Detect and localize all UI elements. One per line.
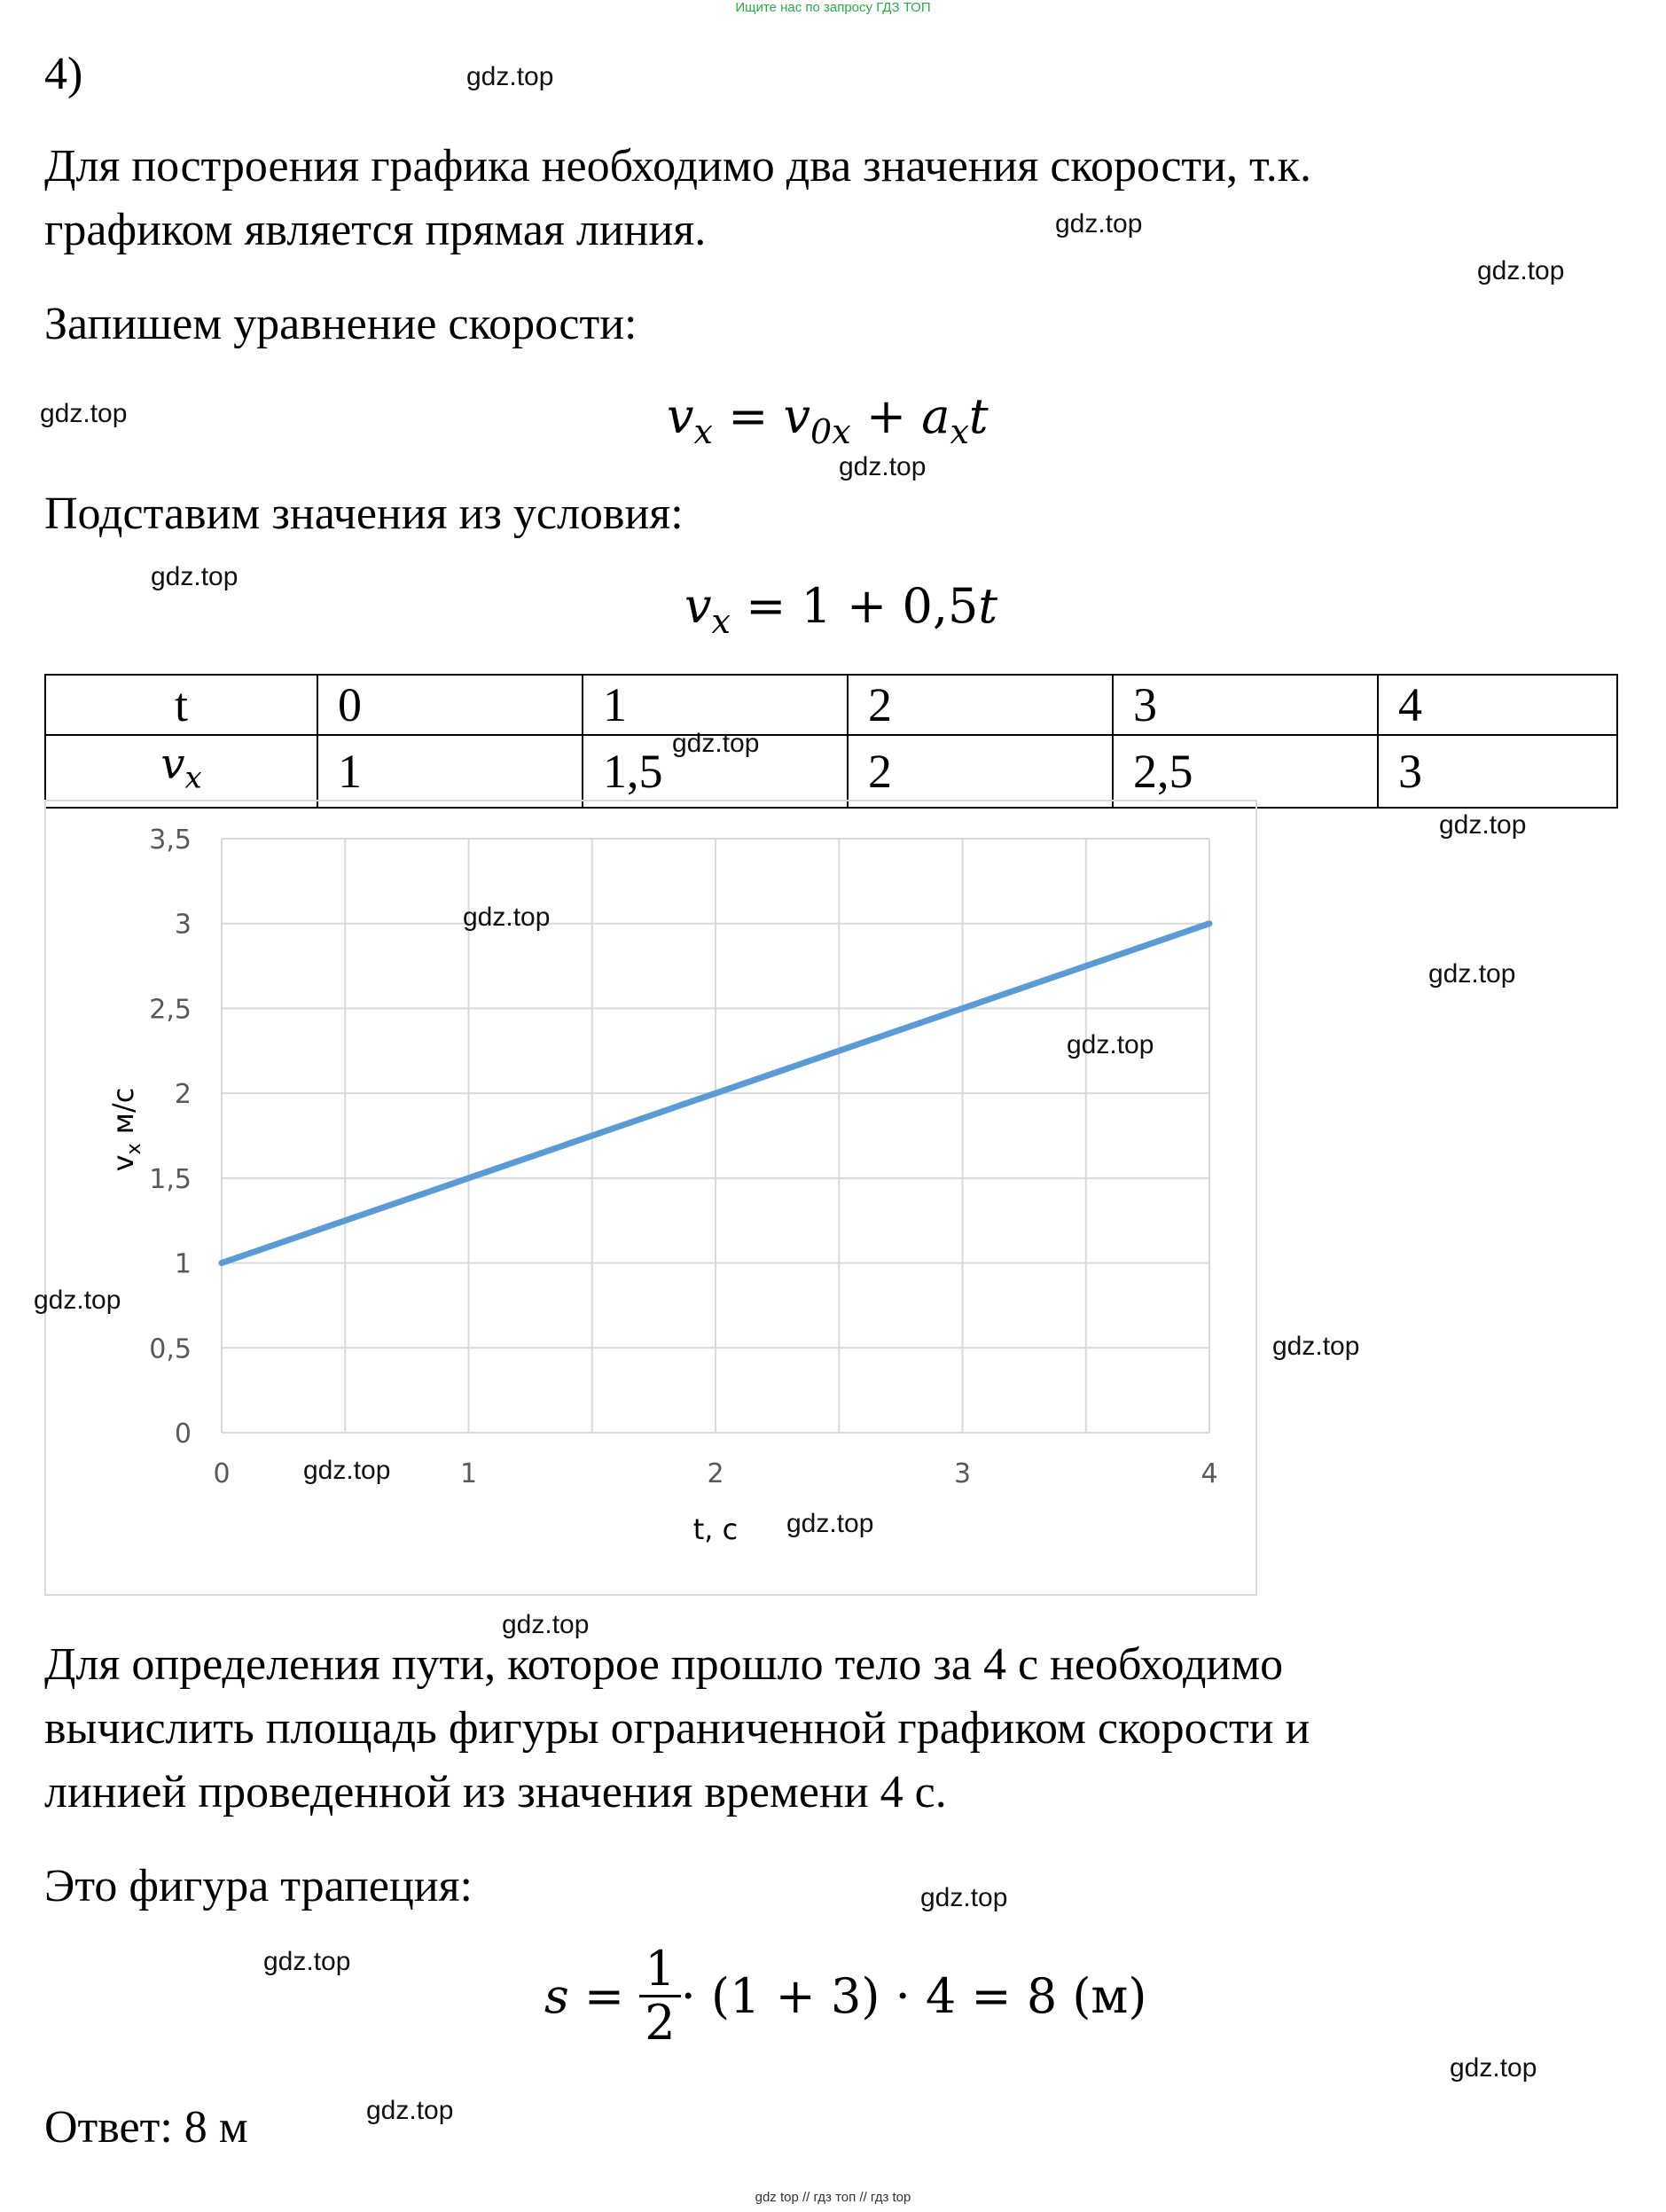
watermark: gdz.top xyxy=(1439,810,1527,840)
fraction-numerator: 1 xyxy=(639,1943,680,1997)
substituted-equation: $v_x = 1 + 0,5t$ xyxy=(684,578,998,641)
values-table xyxy=(44,674,1618,809)
x-tick-label: 4 xyxy=(1201,1458,1218,1489)
footer: gdz top // гдз топ // гдз top xyxy=(755,2190,911,2205)
table-header-t: t xyxy=(45,675,317,735)
watermark: gdz.top xyxy=(1067,1030,1154,1059)
watermark: gdz.top xyxy=(1477,256,1565,285)
watermark: gdz.top xyxy=(263,1947,351,1976)
table-cell: 3 xyxy=(1113,675,1378,735)
y-tick-label: 0 xyxy=(174,1419,192,1450)
table-cell: 1 xyxy=(583,675,848,735)
table-cell: 3 xyxy=(1378,735,1617,808)
watermark: gdz.top xyxy=(34,1286,121,1315)
path-formula: s = $\frac{1}{2}$ · (1 + 3) · 4 = 8 (м) xyxy=(544,1941,1147,2051)
y-tick-label: 2 xyxy=(174,1079,192,1111)
watermark: gdz.top xyxy=(502,1610,590,1639)
watermark: gdz.top xyxy=(1428,959,1516,989)
y-tick-label: 0,5 xyxy=(149,1333,192,1365)
x-tick-label: 0 xyxy=(213,1458,231,1489)
x-tick-label: 2 xyxy=(707,1458,724,1489)
watermark: gdz.top xyxy=(1055,209,1143,238)
table-cell: 1,5 xyxy=(583,735,848,808)
velocity-equation: $v_x = v_{0x} + a_xt$ xyxy=(667,388,989,451)
table-cell: 4 xyxy=(1378,675,1617,735)
watermark: gdz.top xyxy=(920,1883,1008,1912)
velocity-chart xyxy=(44,800,1257,1596)
x-tick-label: 3 xyxy=(953,1458,972,1489)
watermark: gdz.top xyxy=(366,2096,454,2125)
y-tick-label: 3,5 xyxy=(149,825,192,856)
watermark: gdz.top xyxy=(151,562,239,591)
x-axis-label: t, с xyxy=(692,1512,739,1546)
y-tick-label: 1 xyxy=(174,1248,192,1280)
y-axis-label: $v_x$ м/с xyxy=(106,1087,145,1172)
watermark: gdz.top xyxy=(466,62,554,91)
watermark: gdz.top xyxy=(303,1456,391,1485)
item-number: 4) xyxy=(44,49,83,99)
answer: Ответ: 8 м xyxy=(44,2102,248,2153)
table-cell: 0 xyxy=(317,675,583,735)
watermark: gdz.top xyxy=(463,903,551,932)
paragraph-5: Это фигура трапеция: xyxy=(44,1861,473,1911)
table-row-t xyxy=(45,675,1617,735)
y-tick-label: 3 xyxy=(174,909,192,941)
watermark: gdz.top xyxy=(786,1509,874,1538)
y-tick-label: 2,5 xyxy=(149,994,192,1026)
paragraph-1-line-2: графиком является прямая линия. xyxy=(44,205,707,255)
paragraph-2: Запишем уравнение скорости: xyxy=(44,299,637,349)
paragraph-1-line-1: Для построения графика необходимо два значения скорости, т.к. xyxy=(44,141,1312,191)
y-tick-label: 1,5 xyxy=(149,1163,192,1195)
table-cell: 1 xyxy=(317,735,583,808)
chart-svg xyxy=(46,801,1255,1594)
watermark: gdz.top xyxy=(40,399,128,428)
paragraph-4-line-2: вычислить площадь фигуры ограниченной графиком скорости и xyxy=(44,1703,1310,1754)
watermark: gdz.top xyxy=(672,729,760,758)
chart-grid xyxy=(222,839,1209,1433)
paragraph-4-line-3: линией проведенной из значения времени 4 с. xyxy=(44,1767,947,1817)
table-cell: 2 xyxy=(848,675,1113,735)
watermark: gdz.top xyxy=(839,452,927,481)
watermark: gdz.top xyxy=(1450,2053,1537,2083)
fraction-denominator: 2 xyxy=(645,1995,676,2051)
x-tick-label: 1 xyxy=(459,1458,478,1489)
watermark: gdz.top xyxy=(1272,1332,1360,1361)
table-header-v: $v_x$ xyxy=(45,735,317,808)
table-cell: 2,5 xyxy=(1113,735,1378,808)
paragraph-3: Подставим значения из условия: xyxy=(44,489,684,539)
table-row-v xyxy=(45,735,1617,808)
paragraph-4-line-1: Для определения пути, которое прошло тело за 4 с необходимо xyxy=(44,1639,1284,1690)
top-banner: Ищите нас по запросу ГДЗ ТОП xyxy=(735,0,931,15)
table-cell: 2 xyxy=(848,735,1113,808)
